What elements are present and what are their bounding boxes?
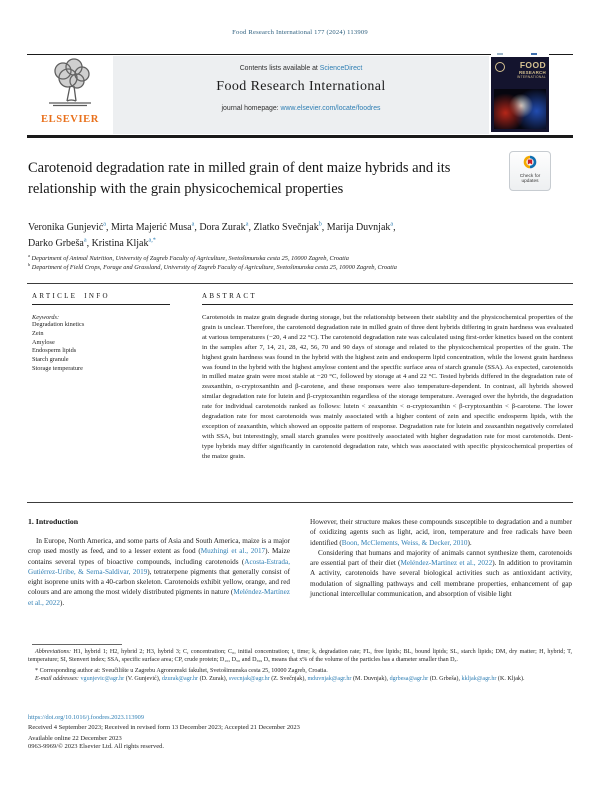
corresponding-author-note: * Corresponding author at: Sveučilište u Zagrebu Agronomski fakultet, Svetošimunska cesta 25, 10000 Zagreb, Croatia. — [35, 667, 328, 674]
author: Dora Zurak$^a$, — [199, 220, 254, 233]
intro-paragraph-2: However, their structure makes these compounds susceptible to degradation and a number of oxidizing agents such as light, acid, iron, temperature and free radicals have been identified (Boon, McClements, Weiss, & Decker, 2010). — [310, 518, 572, 547]
info-bottom-rule — [27, 502, 573, 503]
keyword: Starch granule — [32, 356, 69, 364]
abstract-column — [202, 292, 573, 462]
section-heading-introduction: 1. Introduction — [28, 517, 79, 526]
elsevier-tree-icon — [43, 95, 97, 112]
abstract-heading: ABSTRACT — [202, 292, 257, 300]
author: Darko Grbeša$^a$, — [28, 236, 92, 249]
author: Mirta Majerić Musa$^a$, — [111, 220, 200, 233]
cover-title-food: FOOD — [519, 60, 546, 70]
article-info-column — [32, 292, 170, 374]
contents-list-line[interactable]: Contents lists available at ScienceDirect — [239, 65, 363, 72]
author: Kristina Kljak$^{a,*}$ — [91, 236, 156, 249]
cover-title-international: INTERNATIONAL — [516, 75, 546, 79]
intro-paragraph-3: Considering that humans and majority of animals cannot synthesize them, carotenoids are essential part of their diet (Meléndez-Martínez et al., 2022). In addition to provitamin A activity, carotenoids have several biological activities such as antioxidant activity, modulation of signalling pathways and cell membrane properties, enhancement of gap junctional intercellular communication, and absorption of visible light — [310, 548, 572, 599]
check-badge-label-1: Check for — [519, 174, 541, 179]
journal-homepage-line[interactable]: journal homepage: www.elsevier.com/locate/foodres — [221, 105, 381, 112]
cover-title-research: RESEARCH — [518, 70, 546, 75]
journal-citation-line: Food Research International 177 (2024) 113909 — [232, 29, 368, 36]
keyword: Zein — [32, 329, 44, 337]
journal-title: Food Research International — [216, 79, 386, 94]
copyright-line: 0963-9969/© 2023 Elsevier Ltd. All rights reserved. — [28, 743, 164, 750]
intro-paragraph-1: In Europe, North America, and some parts of Asia and South America, maize is a major crop used mostly as feed, and to a lesser extent as food (Muzhingi et al., 2017). Maize contains several types of bioactive compounds, including carotenoids (Acosta-Estrada, Gutiérrez-Uribe, & Serna-Saldivar, 2019), tetraterpene pigments that generally consist of eight isoprene units with a 40-carbon skeleton. Carotenoids exhibit yellow, orange, and red colours and are among the most widely distributed pigments in nature (Meléndez-Martínez et al., 2022). — [28, 537, 290, 607]
elsevier-logo — [30, 58, 110, 133]
keyword: Degradation kinetics — [32, 321, 85, 328]
info-top-rule — [27, 283, 573, 284]
crossmark-icon — [523, 156, 537, 173]
journal-cover — [491, 57, 549, 132]
author: Zlatko Svečnjak$^b$, — [253, 220, 327, 233]
check-badge-label-2: updates — [521, 179, 539, 185]
authors-line — [28, 220, 548, 252]
affiliations — [28, 254, 568, 272]
cover-photo — [494, 89, 546, 129]
affiliation-b: $^b$ Department of Field Crops, Forage and Grassland, University of Zagreb Faculty of Agriculture, Svetošimunska cesta 25, 10000 Zagreb, Croatia — [28, 261, 397, 271]
elsevier-wordmark: ELSEVIER — [41, 114, 99, 125]
footnote-rule — [32, 644, 122, 645]
abstract-text: Carotenoids in maize grain degrade during storage, but the relationship between their stability and the physicochemical properties of the grain is unclear. Therefore, the carotenoid degradation rate in milled grain of three dent hybrids differing in grain hardness was evaluated at various temperatures (−20, 4 and 22 °C). The carotenoid degradation rate was calculated using first-order kinetics based on the content in the samples after 7, 14, 21, 28, 42, 56, 70 and 90 days of storage and related to the physicochemical properties of the grain. The highest grain hardness was found in the hybrid with the highest zein and endosperm lipid concentration, while the lowest grain hardness was found in the hybrid with the highest amylose content and the specific surface area of starch granule (SSA). As expected, carotenoids in milled maize grain were most stable at −20 °C, followed by storage at 4 and 22 °C. Tested hybrids differed in the degradation rate of zeaxanthin, α-cryptoxanthin and β-carotene, and these responses were also temperature-dependent. In contrast, all hybrids showed similar degradation rate for lutein and β-cryptoxanthin regardless of the storage temperature. Averaged over the hybrids, the degradation rate for individual carotenoids ranked as follows: lutein < zeaxanthin < α-cryptoxanthin < β-cryptoxanthin < β-carotene. The lower degradation rate for most carotenoids was mainly associated with a higher content of zein and specific endosperm lipids, with the exception of zeaxanthin, which showed an opposite pattern of response. Degradation rate for lutein and zeaxanthin negatively correlated with SSA, but interestingly, small starch granules were positively associated with higher degradation rate for most carotenoids. Dent-type hybrids may differ significantly in carotenoid degradation rate, which was associated with specific physicochemical properties of the maize grain. — [202, 314, 573, 460]
article-info-underline — [32, 304, 170, 305]
body-right-column — [310, 517, 572, 599]
article-info-heading: ARTICLE INFO — [32, 292, 110, 300]
keyword: Storage temperature — [32, 364, 83, 372]
abbreviations-note: Abbreviations: H1, hybrid 1; H2, hybrid 2; H3, hybrid 3; C, concentration; C₀, initial concentration; t, time; k, degradation rate; FL, free lipids; BL, bound lipids; SL, starch lipids; DM, dry matter; H, hybrid; T, temperature; SI, Stenvert index; SSA, specific surface area; CP, crude protein; D₁₀, D₅₀ and D₉₀, Dₓ means that x% of the volume of the particles has a diameter smaller than Dₓ. — [28, 649, 572, 664]
abstract-underline — [202, 304, 573, 305]
keywords-label: Keywords: — [32, 314, 60, 321]
author: Veronika Gunjević$^a$, — [28, 220, 112, 233]
keyword: Amylose — [32, 338, 55, 346]
footnote-block — [28, 644, 572, 684]
thick-rule — [27, 135, 573, 138]
received-dates-line: Received 4 September 2023; Received in revised form 13 December 2023; Accepted 21 December 2023 — [28, 724, 300, 731]
body-left-column — [28, 517, 290, 608]
available-online-line: Available online 22 December 2023 — [28, 735, 122, 742]
email-addresses-note[interactable]: E-mail addresses: vgunjevic@agr.hr (V. Gunjević), dzurak@agr.hr (D. Zurak), svecnjak@agr.hr (Z. Svečnjak), mduvnjak@agr.hr (M. Duvnjak), dgrbesa@agr.hr (D. Grbeša), kkljak@agr.hr (K. Kljak). — [35, 676, 525, 683]
author: Marija Duvnjak$^a$, — [326, 220, 396, 233]
keyword: Endosperm lipids — [32, 347, 77, 355]
doi-link[interactable]: https://doi.org/10.1016/j.foodres.2023.113909 — [28, 714, 144, 721]
journal-header-band — [113, 56, 489, 134]
affiliation-a: $^a$ Department of Animal Nutrition, University of Zagreb Faculty of Agriculture, Svetošimunska cesta 25, 10000 Zagreb, Croatia — [28, 252, 349, 262]
article-title: Carotenoid degradation rate in milled grain of dent maize hybrids and its relationship with the grain physicochemical properties — [28, 160, 451, 197]
